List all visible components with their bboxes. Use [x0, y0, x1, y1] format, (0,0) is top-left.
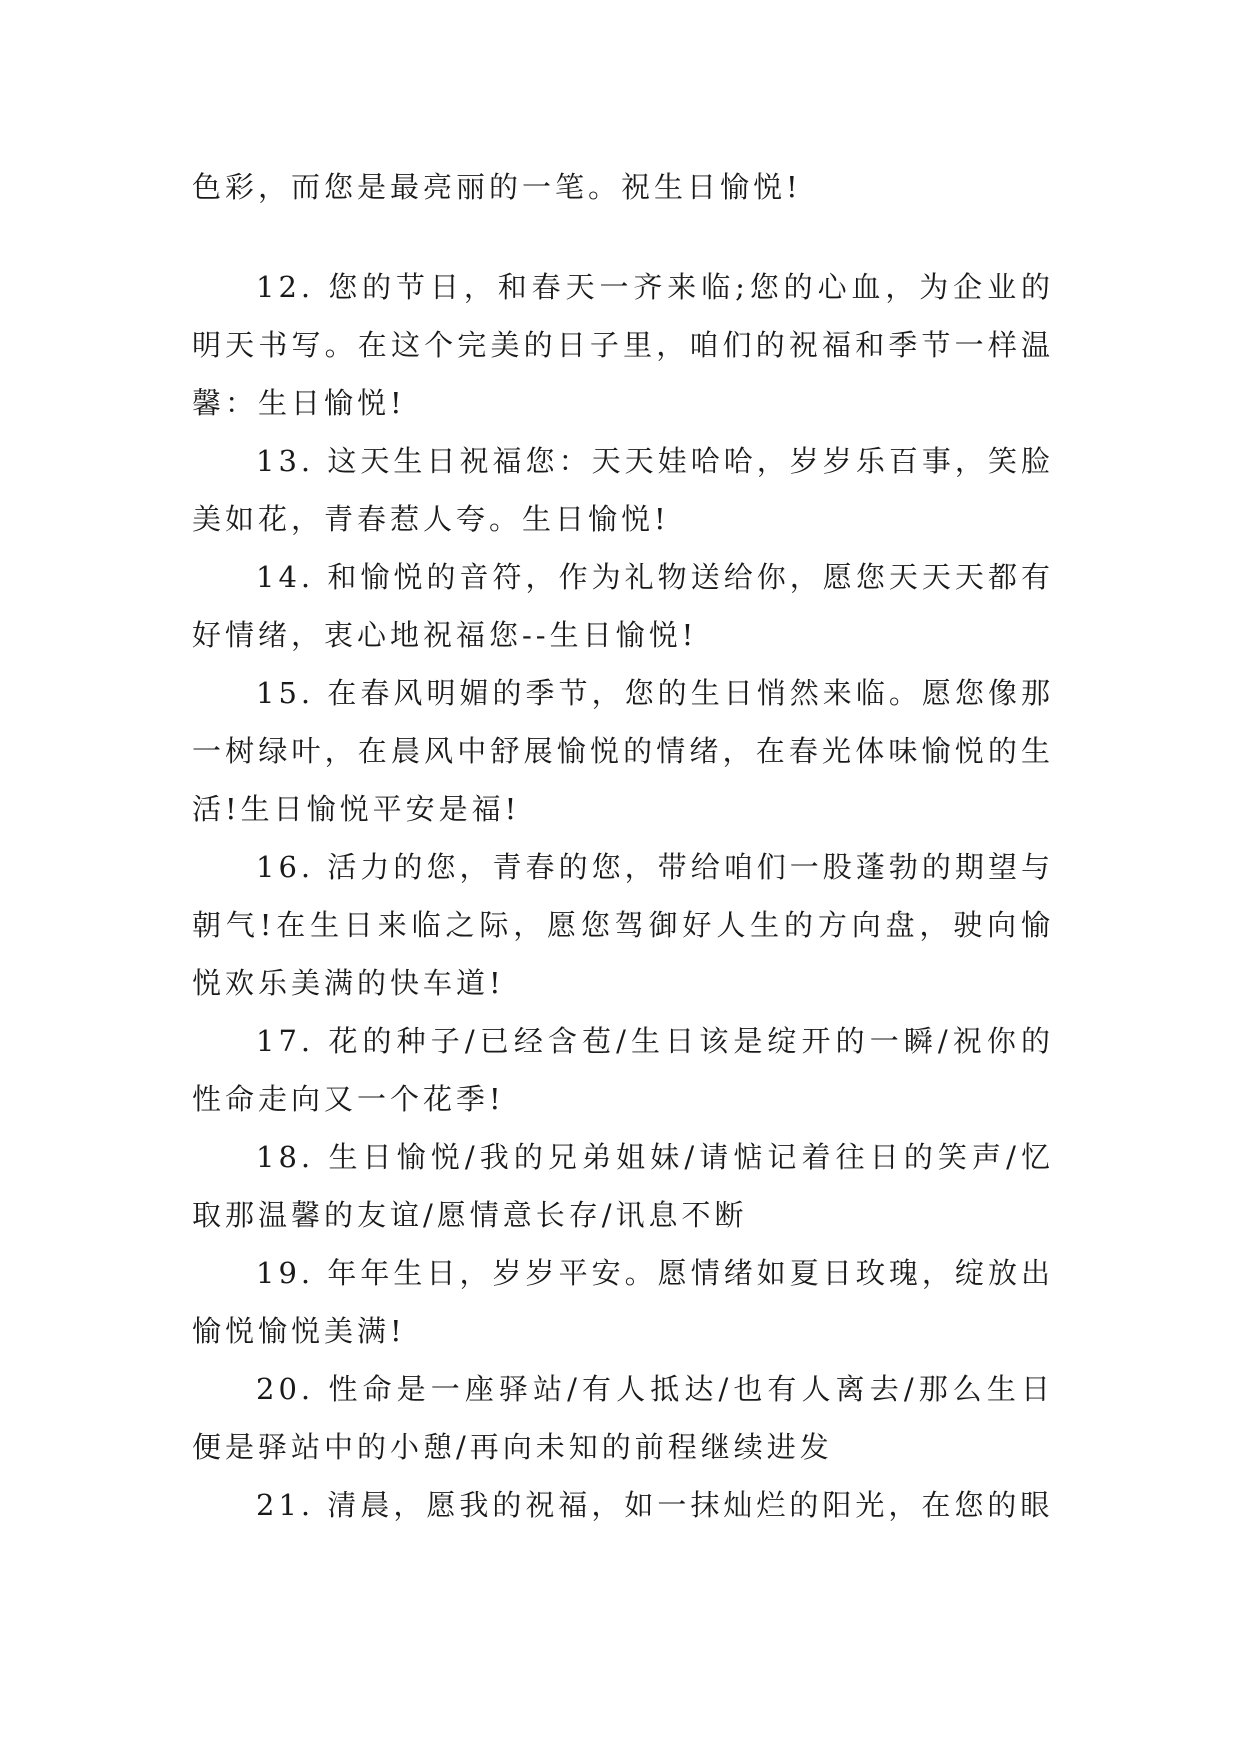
item-text: 年年生日，岁岁平安。愿情绪如夏日玫瑰，绽放出愉悦愉悦美满! [192, 1256, 1054, 1348]
item-number: 20. [256, 1372, 315, 1406]
list-item [192, 432, 1054, 548]
list-item [192, 1476, 1054, 1534]
item-text: 清晨，愿我的祝福，如一抹灿烂的阳光，在您的眼 [327, 1488, 1054, 1522]
item-number: 13. [256, 444, 315, 478]
list-item [192, 548, 1054, 664]
item-text: 您的节日，和春天一齐来临;您的心血，为企业的明天书写。在这个完美的日子里，咱们的祝福和季节一样温馨：生日愉悦! [192, 270, 1054, 420]
item-number: 16. [256, 850, 315, 884]
item-text: 生日愉悦/我的兄弟姐妹/请惦记着往日的笑声/忆取那温馨的友谊/愿情意长存/讯息不断 [192, 1140, 1055, 1232]
item-number: 21. [256, 1488, 315, 1522]
continuation-paragraph: 色彩，而您是最亮丽的一笔。祝生日愉悦! [192, 170, 802, 204]
list-item [192, 838, 1054, 1012]
item-number: 17. [256, 1024, 315, 1058]
item-number: 12. [256, 270, 315, 304]
list-item [192, 1360, 1054, 1476]
item-text: 在春风明媚的季节，您的生日悄然来临。愿您像那一树绿叶，在晨风中舒展愉悦的情绪，在春光体味愉悦的生活!生日愉悦平安是福! [192, 676, 1054, 826]
document-body [192, 158, 1054, 1534]
item-number: 15. [256, 676, 315, 710]
list-item [192, 1128, 1054, 1244]
list-item [192, 1012, 1054, 1128]
item-number: 19. [256, 1256, 315, 1290]
item-number: 18. [256, 1140, 315, 1174]
list-item [192, 664, 1054, 838]
item-text: 活力的您，青春的您，带给咱们一股蓬勃的期望与朝气!在生日来临之际，愿您驾御好人生的方向盘，驶向愉悦欢乐美满的快车道! [192, 850, 1054, 1000]
item-text: 和愉悦的音符，作为礼物送给你，愿您天天天都有好情绪，衷心地祝福您--生日愉悦! [192, 560, 1054, 652]
list-item [192, 258, 1054, 432]
item-text: 性命是一座驿站/有人抵达/也有人离去/那么生日便是驿站中的小憩/再向未知的前程继续进发 [192, 1372, 1055, 1464]
item-text: 花的种子/已经含苞/生日该是绽开的一瞬/祝你的性命走向又一个花季! [192, 1024, 1055, 1116]
list-item [192, 1244, 1054, 1360]
item-text: 这天生日祝福您：天天娃哈哈，岁岁乐百事，笑脸美如花，青春惹人夸。生日愉悦! [192, 444, 1054, 536]
item-number: 14. [256, 560, 315, 594]
